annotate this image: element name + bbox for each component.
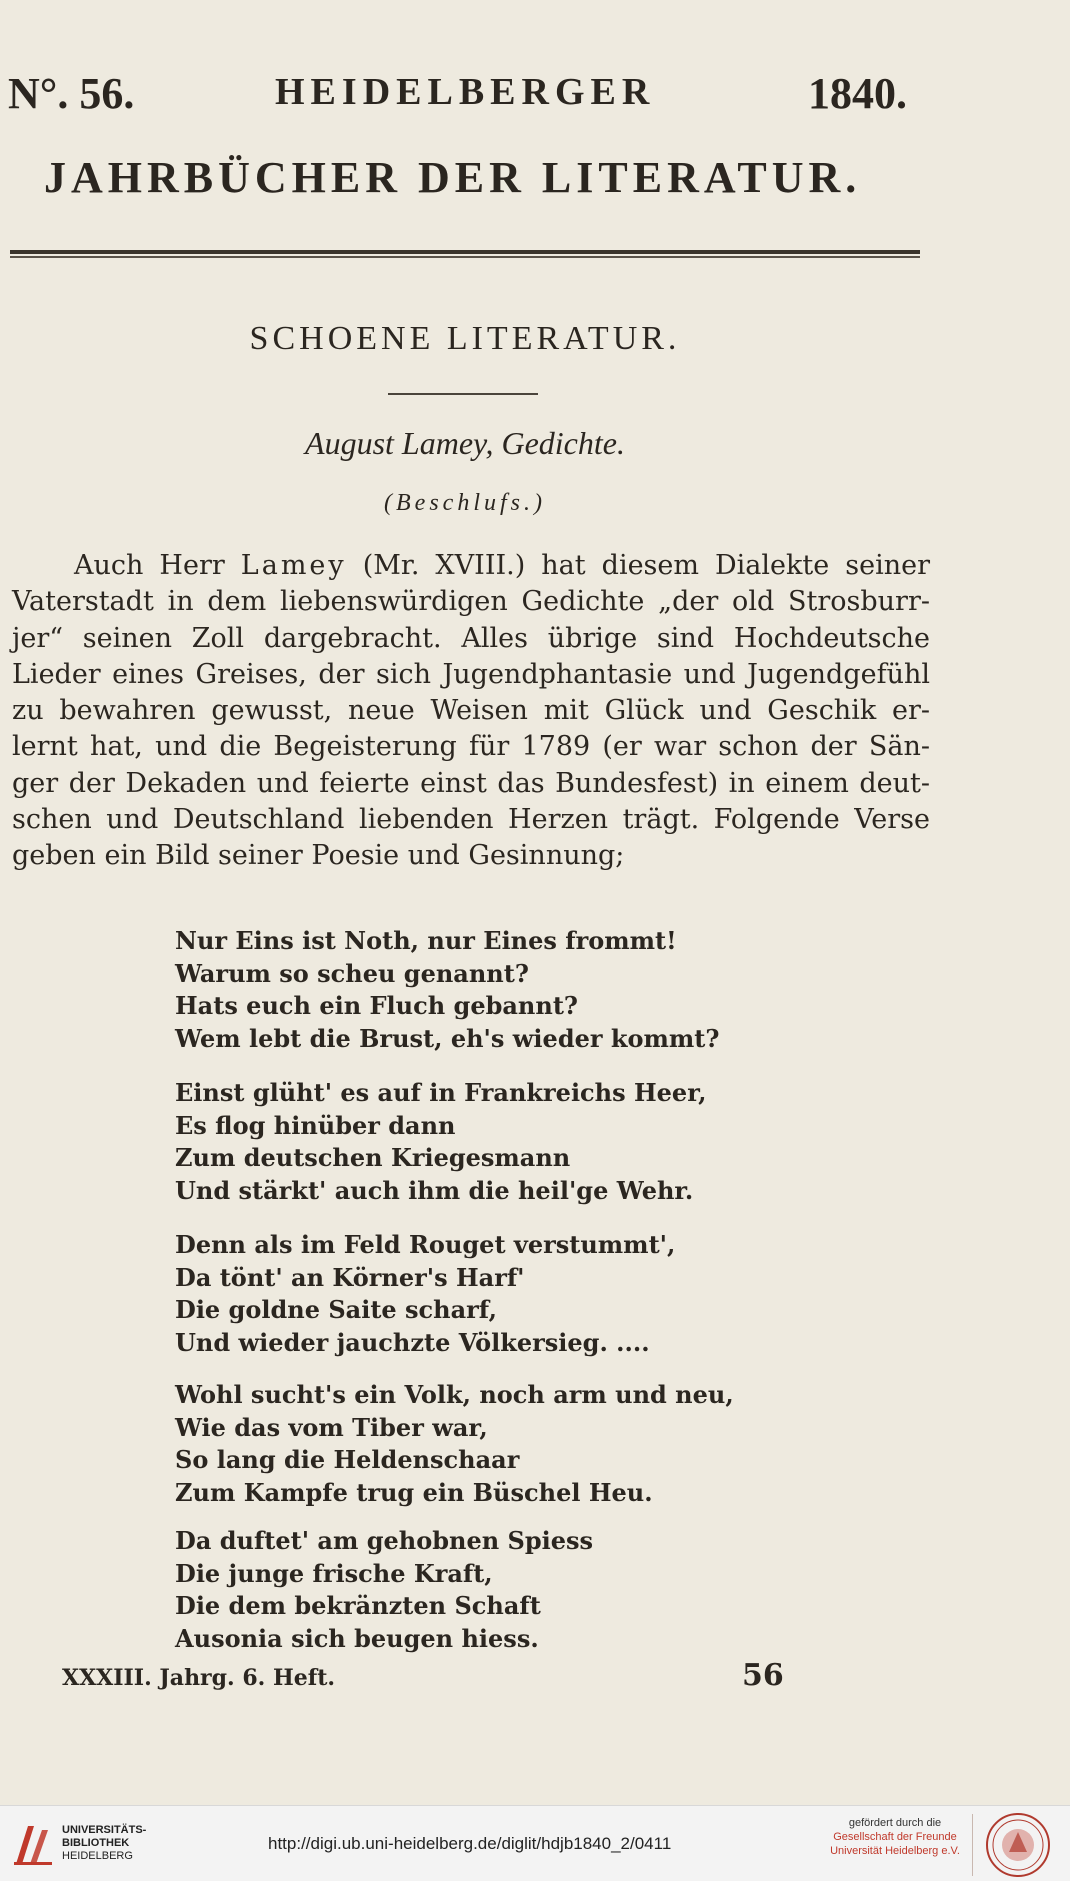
poem-line: Die goldne Saite scharf, (175, 1295, 497, 1324)
poem-line: Wie das vom Tiber war, (175, 1412, 488, 1442)
header-rule (10, 250, 920, 254)
poem-line: Es flog hinüber dann (175, 1110, 456, 1140)
poem-stanza (175, 1525, 775, 1655)
sponsor-org[interactable]: Gesellschaft der Freunde (833, 1831, 957, 1843)
poem-line: Nur Eins ist Noth, nur Eines frommt! (175, 926, 677, 955)
issue-year: 1840. (808, 69, 907, 118)
page-header (0, 68, 930, 128)
body-paragraph (12, 548, 930, 875)
journal-title: HEIDELBERGER (275, 71, 656, 113)
sponsor-label: gefördert durch die (848, 1817, 942, 1829)
section-divider (388, 393, 538, 395)
library-name-line: UNIVERSITÄTS- (62, 1824, 147, 1836)
poem-stanza (175, 1229, 775, 1359)
poem-line: Warum so scheu genannt? (175, 958, 529, 988)
journal-subtitle: JAHRBÜCHER DER LITERATUR. (44, 153, 862, 202)
poem-stanza (175, 1077, 775, 1207)
poem-line: Zum Kampfe trug ein Büschel Heu. (175, 1477, 653, 1507)
footer-divider (972, 1814, 973, 1876)
sponsor-note (820, 1816, 970, 1858)
sponsor-org[interactable]: Universität Heidelberg e.V. (830, 1845, 960, 1857)
issue-number: N°. 56. (8, 69, 135, 118)
library-name (62, 1824, 146, 1863)
poem-line: Wohl sucht's ein Volk, noch arm und neu, (175, 1380, 734, 1409)
library-name-line: HEIDELBERG (62, 1850, 133, 1862)
poem-line: Zum deutschen Kriegesmann (175, 1143, 571, 1172)
permalink-url[interactable]: http://digi.ub.uni-heidelberg.de/diglit/hdjb1840_2/0411 (268, 1834, 672, 1853)
poem-line: Da duftet' am gehobnen Spiess (175, 1526, 594, 1555)
poem-line: So lang die Heldenschaar (175, 1445, 520, 1474)
library-logo-icon[interactable] (12, 1820, 56, 1868)
poem-line: Die dem bekränzten Schaft (175, 1591, 541, 1620)
poem-stanza (175, 925, 775, 1055)
poem-line: Denn als im Feld Rouget verstummt', (175, 1230, 676, 1259)
signature-mark: XXXIII. Jahrg. 6. Heft. (62, 1665, 336, 1691)
body-part1: Auch Herr (74, 550, 241, 581)
university-seal-icon (985, 1812, 1051, 1878)
page-number: 56 (742, 1658, 784, 1693)
section-title: SCHOENE LITERATUR. (249, 320, 681, 357)
conclusion-note: (Beschlufs.) (384, 490, 546, 516)
header-rule-thin (10, 256, 920, 258)
body-part2: (Mr. XVIII.) hat diesem Dialekte seiner Vaterstadt in dem liebenswürdigen Gedichte „der old Strosburr-jer“ seinen Zoll dargebracht. Alles übrige sind Hochdeutsche Lieder eines Greises, der sich Jugendphantasie und Jugendgefühl zu bewahren gewusst, neue Weisen mit Glück und Geschik er-lernt hat, und die Begeisterung für 1789 (er war schon der Sän-ger der Dekaden und feierte einst das Bundesfest) in einem deut-schen und Deutschland liebenden Herzen trägt. Folgende Verse geben ein Bild seiner Poesie und Gesinnung; (12, 550, 930, 872)
author-name: Lamey (240, 550, 347, 581)
poem-line: Da tönt' an Körner's Harf' (175, 1262, 525, 1292)
viewer-footer-bar (0, 1805, 1070, 1881)
poem-line: Und wieder jauchzte Völkersieg. .... (175, 1327, 650, 1357)
library-name-line: BIBLIOTHEK (62, 1837, 130, 1849)
poem-line: Und stärkt' auch ihm die heil'ge Wehr. (175, 1175, 694, 1205)
work-title: August Lamey, Gedichte. (305, 425, 625, 461)
poem-line: Wem lebt die Brust, eh's wieder kommt? (175, 1023, 720, 1053)
poem-line: Ausonia sich beugen hiess. (175, 1623, 539, 1653)
poem-line: Einst glüht' es auf in Frankreichs Heer, (175, 1078, 707, 1107)
poem-line: Die junge frische Kraft, (175, 1558, 493, 1588)
poem-stanza (175, 1379, 775, 1509)
poem-line: Hats euch ein Fluch gebannt? (175, 991, 578, 1020)
